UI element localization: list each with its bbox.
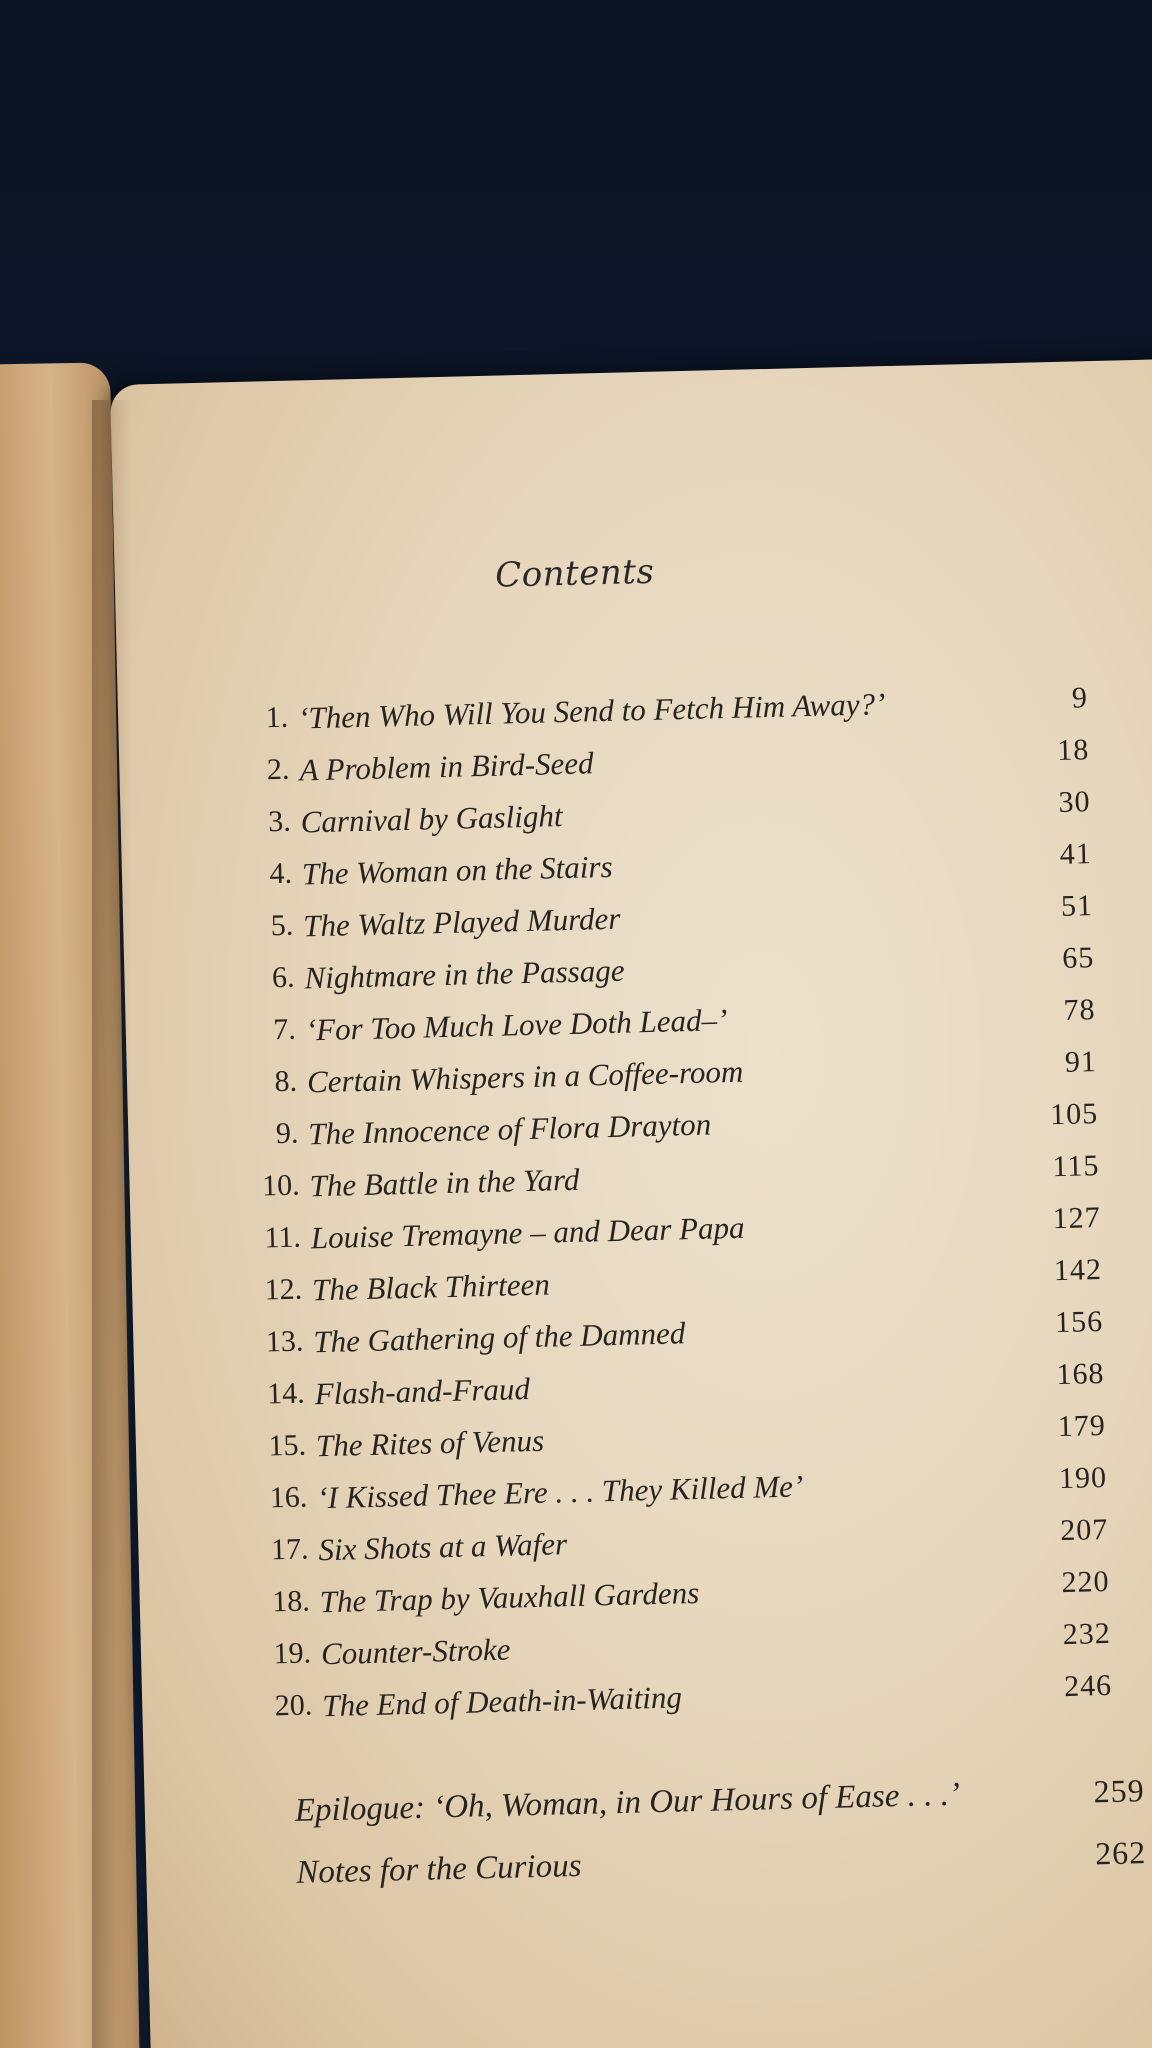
page-number: 18 xyxy=(1056,733,1090,767)
chapter-title: Carnival by Gaslight xyxy=(300,798,563,840)
chapter-number: 16. xyxy=(269,1480,308,1515)
page-number: 246 xyxy=(1063,1668,1113,1704)
book-gutter-shadow xyxy=(92,400,132,2048)
chapter-number: 20. xyxy=(274,1688,313,1723)
chapter-number: 9. xyxy=(275,1116,299,1151)
page-number: 9 xyxy=(1071,681,1089,715)
chapter-number: 15. xyxy=(268,1428,307,1463)
page-number: 190 xyxy=(1058,1460,1108,1496)
chapter-title: A Problem in Bird-Seed xyxy=(299,745,594,788)
chapter-title: Counter-Stroke xyxy=(320,1631,511,1672)
page-number: 127 xyxy=(1052,1201,1102,1236)
page-number: 179 xyxy=(1057,1408,1107,1444)
chapter-number: 6. xyxy=(271,960,295,995)
chapter-title: ‘For Too Much Love Doth Lead–’ xyxy=(305,1002,728,1048)
chapter-number: 4. xyxy=(269,856,293,891)
chapter-title: ‘Then Who Will You Send to Fetch Him Away?’ xyxy=(297,686,886,736)
page-number: 41 xyxy=(1059,837,1093,871)
chapter-title: Certain Whispers in a Coffee-room xyxy=(306,1053,744,1100)
chapter-number: 12. xyxy=(264,1272,303,1307)
page-number: 115 xyxy=(1052,1149,1100,1184)
chapter-number: 7. xyxy=(272,1012,297,1047)
page-number: 65 xyxy=(1061,941,1095,975)
chapter-number: 14. xyxy=(266,1376,306,1411)
chapter-number: 5. xyxy=(270,908,294,943)
book-page xyxy=(110,359,1152,2048)
page-number: 207 xyxy=(1059,1512,1109,1548)
epilogue-title: Epilogue: ‘Oh, Woman, in Our Hours of Ease . . .’ xyxy=(294,1776,961,1829)
chapter-number: 13. xyxy=(265,1324,304,1359)
chapter-number: 1. xyxy=(265,700,289,735)
chapter-title: The Battle in the Yard xyxy=(309,1161,580,1204)
chapter-title: The Waltz Played Murder xyxy=(302,900,621,944)
chapter-title: The Innocence of Flora Drayton xyxy=(307,1106,712,1152)
chapter-title: The End of Death-in-Waiting xyxy=(321,1679,683,1724)
contents-heading: Contents xyxy=(494,551,655,596)
chapter-title: The Rites of Venus xyxy=(315,1422,545,1464)
page-number: 105 xyxy=(1049,1097,1099,1132)
chapter-title: The Black Thirteen xyxy=(311,1266,551,1308)
chapter-title: ‘I Kissed Thee Ere . . . They Killed Me’ xyxy=(316,1468,804,1516)
chapter-number: 10. xyxy=(261,1168,301,1203)
page-number: 142 xyxy=(1053,1253,1103,1288)
chapter-title: Nightmare in the Passage xyxy=(304,952,625,996)
toc-row-notes xyxy=(146,1832,1152,1908)
chapter-title: Louise Tremayne – and Dear Papa xyxy=(310,1209,745,1256)
chapter-number: 18. xyxy=(271,1584,311,1619)
page-number: 30 xyxy=(1058,785,1091,819)
chapter-number: 8. xyxy=(274,1064,298,1099)
chapter-number: 11. xyxy=(264,1220,302,1255)
page-number: 51 xyxy=(1060,889,1094,923)
chapter-title: The Trap by Vauxhall Gardens xyxy=(319,1574,700,1620)
chapter-title: Six Shots at a Wafer xyxy=(318,1526,568,1568)
chapter-number: 17. xyxy=(270,1532,309,1567)
page-number: 259 xyxy=(1093,1772,1146,1810)
page-number: 91 xyxy=(1064,1045,1098,1079)
chapter-title: The Gathering of the Damned xyxy=(313,1315,686,1360)
toc-row-epilogue xyxy=(144,1770,1152,1846)
chapter-title: The Woman on the Stairs xyxy=(301,848,613,892)
chapter-title: Flash-and-Fraud xyxy=(314,1371,531,1412)
page-number: 232 xyxy=(1062,1616,1112,1652)
page-number: 220 xyxy=(1061,1564,1110,1600)
chapter-number: 3. xyxy=(267,804,292,839)
notes-title: Notes for the Curious xyxy=(295,1847,582,1891)
page-number: 156 xyxy=(1054,1305,1104,1340)
page-number: 78 xyxy=(1063,993,1096,1027)
chapter-number: 19. xyxy=(273,1636,312,1671)
chapter-number: 2. xyxy=(266,752,290,787)
page-number: 262 xyxy=(1094,1834,1147,1872)
page-number: 168 xyxy=(1056,1357,1105,1392)
